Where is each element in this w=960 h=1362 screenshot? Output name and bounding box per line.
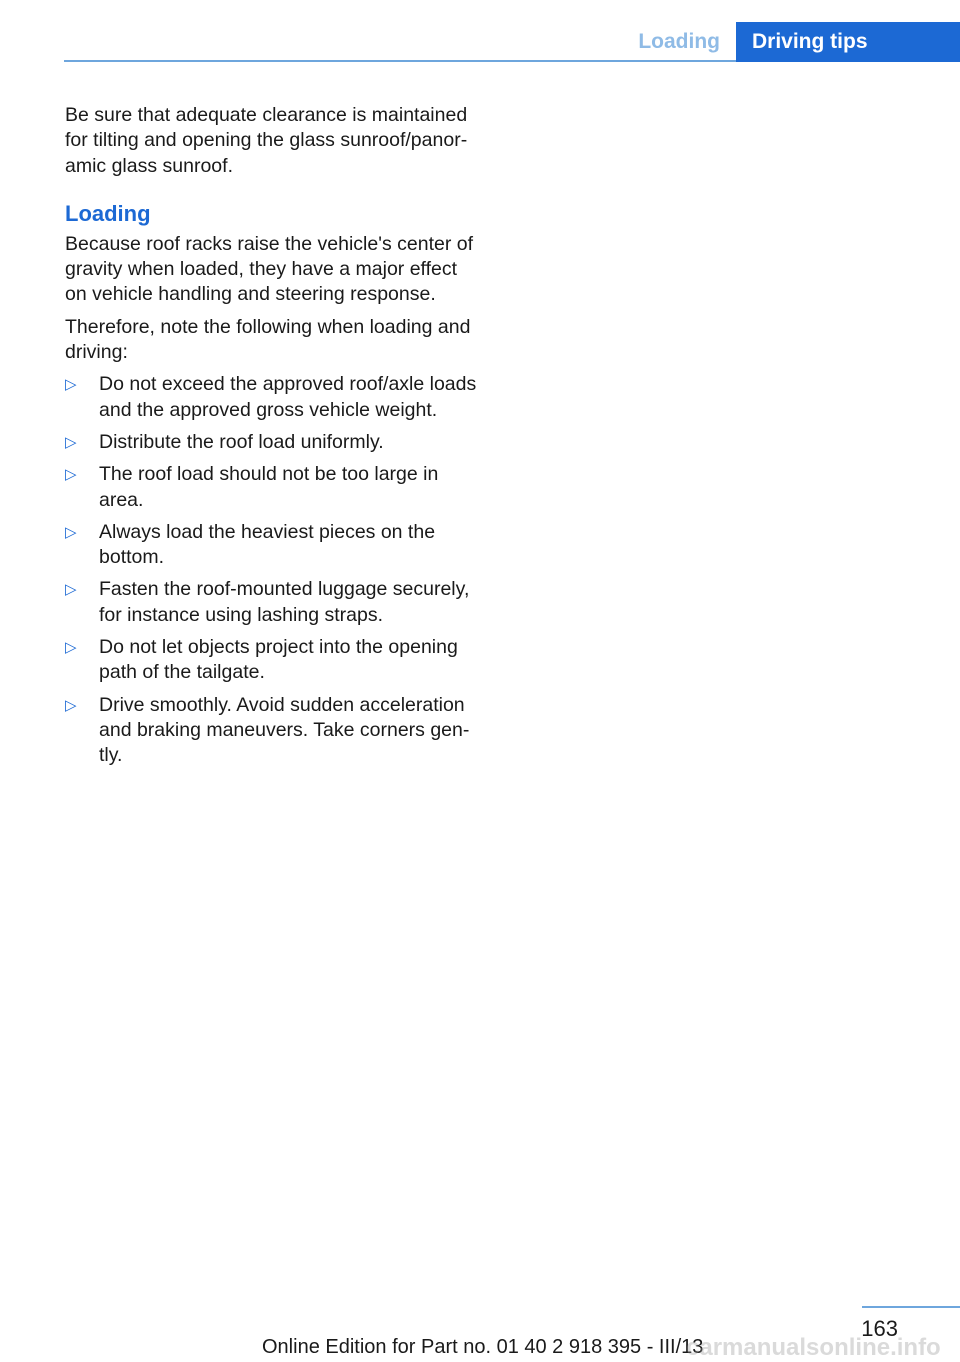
list-item xyxy=(65,577,480,628)
list-item xyxy=(65,462,480,513)
triangle-right-icon: ▷ xyxy=(65,375,77,394)
intro-paragraph: Be sure that adequate clearance is maintained for tilting and opening the glass sunroof/panoramic glass sunroof. xyxy=(65,104,468,177)
section-paragraph-1: Because roof racks raise the vehicle's center of gravity when loaded, they have a major effect on vehicle handling and steering response. xyxy=(65,232,474,306)
list-item-text: Distribute the roof load uniformly. xyxy=(99,430,384,453)
header-section-label: Loading xyxy=(638,30,720,53)
list-item-text: Drive smoothly. Avoid sudden acceleration and braking maneuvers. Take corners gently. xyxy=(99,693,470,767)
triangle-right-icon: ▷ xyxy=(65,522,77,541)
list-item-text: Always load the heaviest pieces on the bottom. xyxy=(99,520,436,569)
page-number: 163 xyxy=(861,1316,898,1341)
section-paragraph-2: Therefore, note the following when loading and driving: xyxy=(65,315,471,364)
triangle-right-icon: ▷ xyxy=(65,580,77,599)
triangle-right-icon: ▷ xyxy=(65,465,77,484)
list-item-text: Do not let objects project into the opening path of the tailgate. xyxy=(99,636,458,684)
list-item xyxy=(65,372,480,423)
watermark: carmanualsonline.info xyxy=(686,1334,941,1361)
header-chapter-tab: Driving tips xyxy=(736,22,960,62)
triangle-right-icon: ▷ xyxy=(65,695,77,714)
list-item-text: Fasten the roof-mounted luggage securely, for instance using lashing straps. xyxy=(99,578,470,626)
list-item-text: Do not exceed the approved roof/axle loads and the approved gross vehicle weight. xyxy=(99,373,477,421)
list-item xyxy=(65,430,480,455)
footer-rule xyxy=(862,1306,960,1308)
list-item-text: The roof load should not be too large in area. xyxy=(99,463,439,511)
edition-note: Online Edition for Part no. 01 40 2 918 395 - III/13 xyxy=(262,1336,704,1358)
page-content xyxy=(65,103,480,776)
list-item xyxy=(65,520,480,571)
section-heading: Loading xyxy=(65,200,151,226)
bullet-list xyxy=(65,372,480,768)
list-item xyxy=(65,635,480,686)
triangle-right-icon: ▷ xyxy=(65,432,77,451)
list-item xyxy=(65,693,480,769)
triangle-right-icon: ▷ xyxy=(65,638,77,657)
